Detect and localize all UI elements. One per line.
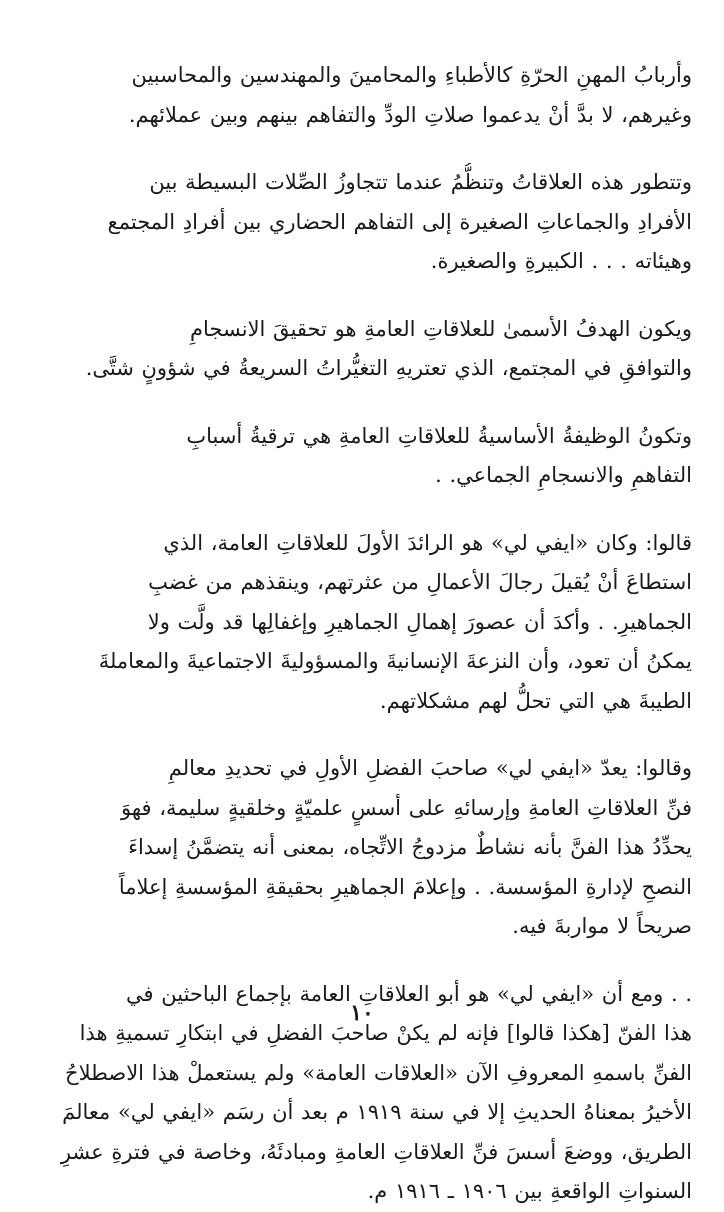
text-line: الجماهيرِ. . وأكدَ أن عصورَ إهمالِ الجماهيرِ وإغفالِها قد ولَّت ولا <box>147 609 692 634</box>
text-line: والتوافقِ في المجتمع، الذي تعتريهِ التغيُّراتُ السريعةُ في شؤونٍ شتَّى. <box>85 356 692 380</box>
text-line: وغيرهم، لا بدَّ أنْ يدعموا صلاتِ الودِّ والتفاهم بينهم وبين عملائهم. <box>128 102 692 127</box>
paragraph <box>34 417 692 496</box>
text-line: وهيئاته . . . الكبيرةِ والصغيرة. <box>430 249 692 273</box>
text-line: وتكونُ الوظيفةُ الأساسيةُ للعلاقاتِ العامةِ هي ترقيةُ أسبابِ <box>186 423 692 448</box>
text-line: التفاهمِ والانسجامِ الجماعي. . <box>435 463 692 487</box>
text-line: الطريق، ووضعَ أسسَ فنِّ العلاقاتِ العامةِ ومبادئَهُ، وخاصة في فترةِ عشرِ <box>60 1139 692 1164</box>
text-line: وتتطور هذه العلاقاتُ وتنظُّمُ عندما تتجاوزُ الصِّلات البسيطة بين <box>149 170 692 194</box>
paragraph <box>34 163 692 282</box>
text-line: الطيبةَ هي التي تحلُّ لهم مشكلاتهم. <box>379 688 692 713</box>
paragraph <box>34 524 692 722</box>
text-line: الأفرادِ والجماعاتِ الصغيرة إلى التفاهم الحضاري بين أفرادِ المجتمع <box>107 209 692 234</box>
text-line: . . ومع أن «ايفي لي» هو أبو العلاقاتِ العامة بإجماع الباحثين في <box>126 981 692 1006</box>
page-number: ١٠ <box>350 1000 374 1026</box>
text-line: فنِّ العلاقاتِ العامةِ وإرسائهِ على أسسٍ علميّةٍ وخلقيةٍ سليمة، فهوَ <box>120 795 692 820</box>
text-line: ويكون الهدفُ الأسمىٰ للعلاقاتِ العامةِ هو تحقيقَ الانسجامِ <box>190 316 692 341</box>
paragraph <box>34 56 692 135</box>
text-line: السنواتِ الواقعةِ بين ١٩٠٦ ـ ١٩١٦ م. <box>367 1179 692 1203</box>
paragraph <box>34 310 692 389</box>
text-line: يحدِّدُ هذا الفنَّ بأنه نشاطٌ مزدوجُ الاتِّجاه، بمعنى أنه يتضمَّنُ إسداءَ <box>128 835 692 859</box>
text-line: وقالوا: يعدّ «ايفي لي» صاحبَ الفضلِ الأولِ في تحديدِ معالمِ <box>168 756 692 780</box>
text-line: صريحاً لا مواربةَ فيه. <box>512 914 692 938</box>
text-line: استطاعَ أنْ يُقيلَ رجالَ الأعمالِ من عثرتهم، وينقذهم من غضبِ <box>148 570 692 594</box>
text-line: قالوا: وكان «ايفي لي» هو الرائدَ الأولَ للعلاقاتِ العامة، الذي <box>163 530 692 555</box>
text-line: الفنِّ باسمهِ المعروفِ الآن «العلاقات العامة» ولم يستعملْ هذا الاصطلاحُ <box>65 1060 692 1085</box>
paragraph <box>34 749 692 947</box>
text-line: النصحِ لإدارةِ المؤسسة. . وإعلامَ الجماهيرِ بحقيقةِ المؤسسةِ إعلاماً <box>118 874 692 899</box>
text-line: هذا الفنّ [هكذا قالوا] فإنه لم يكنْ صاحبَ الفضلِ في ابتكارِ تسميةِ هذا <box>79 1021 692 1045</box>
text-line: وأربابُ المهنِ الحرّةِ كالأطباءِ والمحامينَ والمهندسين والمحاسبين <box>131 63 692 87</box>
text-line: الأخيرُ بمعناهُ الحديثِ إلا في سنة ١٩١٩ م بعد أن رسَم «ايفي لي» معالمَ <box>62 1100 692 1124</box>
text-line: يمكنُ أن تعود، وأن النزعةَ الإنسانيةَ والمسؤوليةَ الاجتماعيةَ والمعاملةَ <box>98 649 692 673</box>
